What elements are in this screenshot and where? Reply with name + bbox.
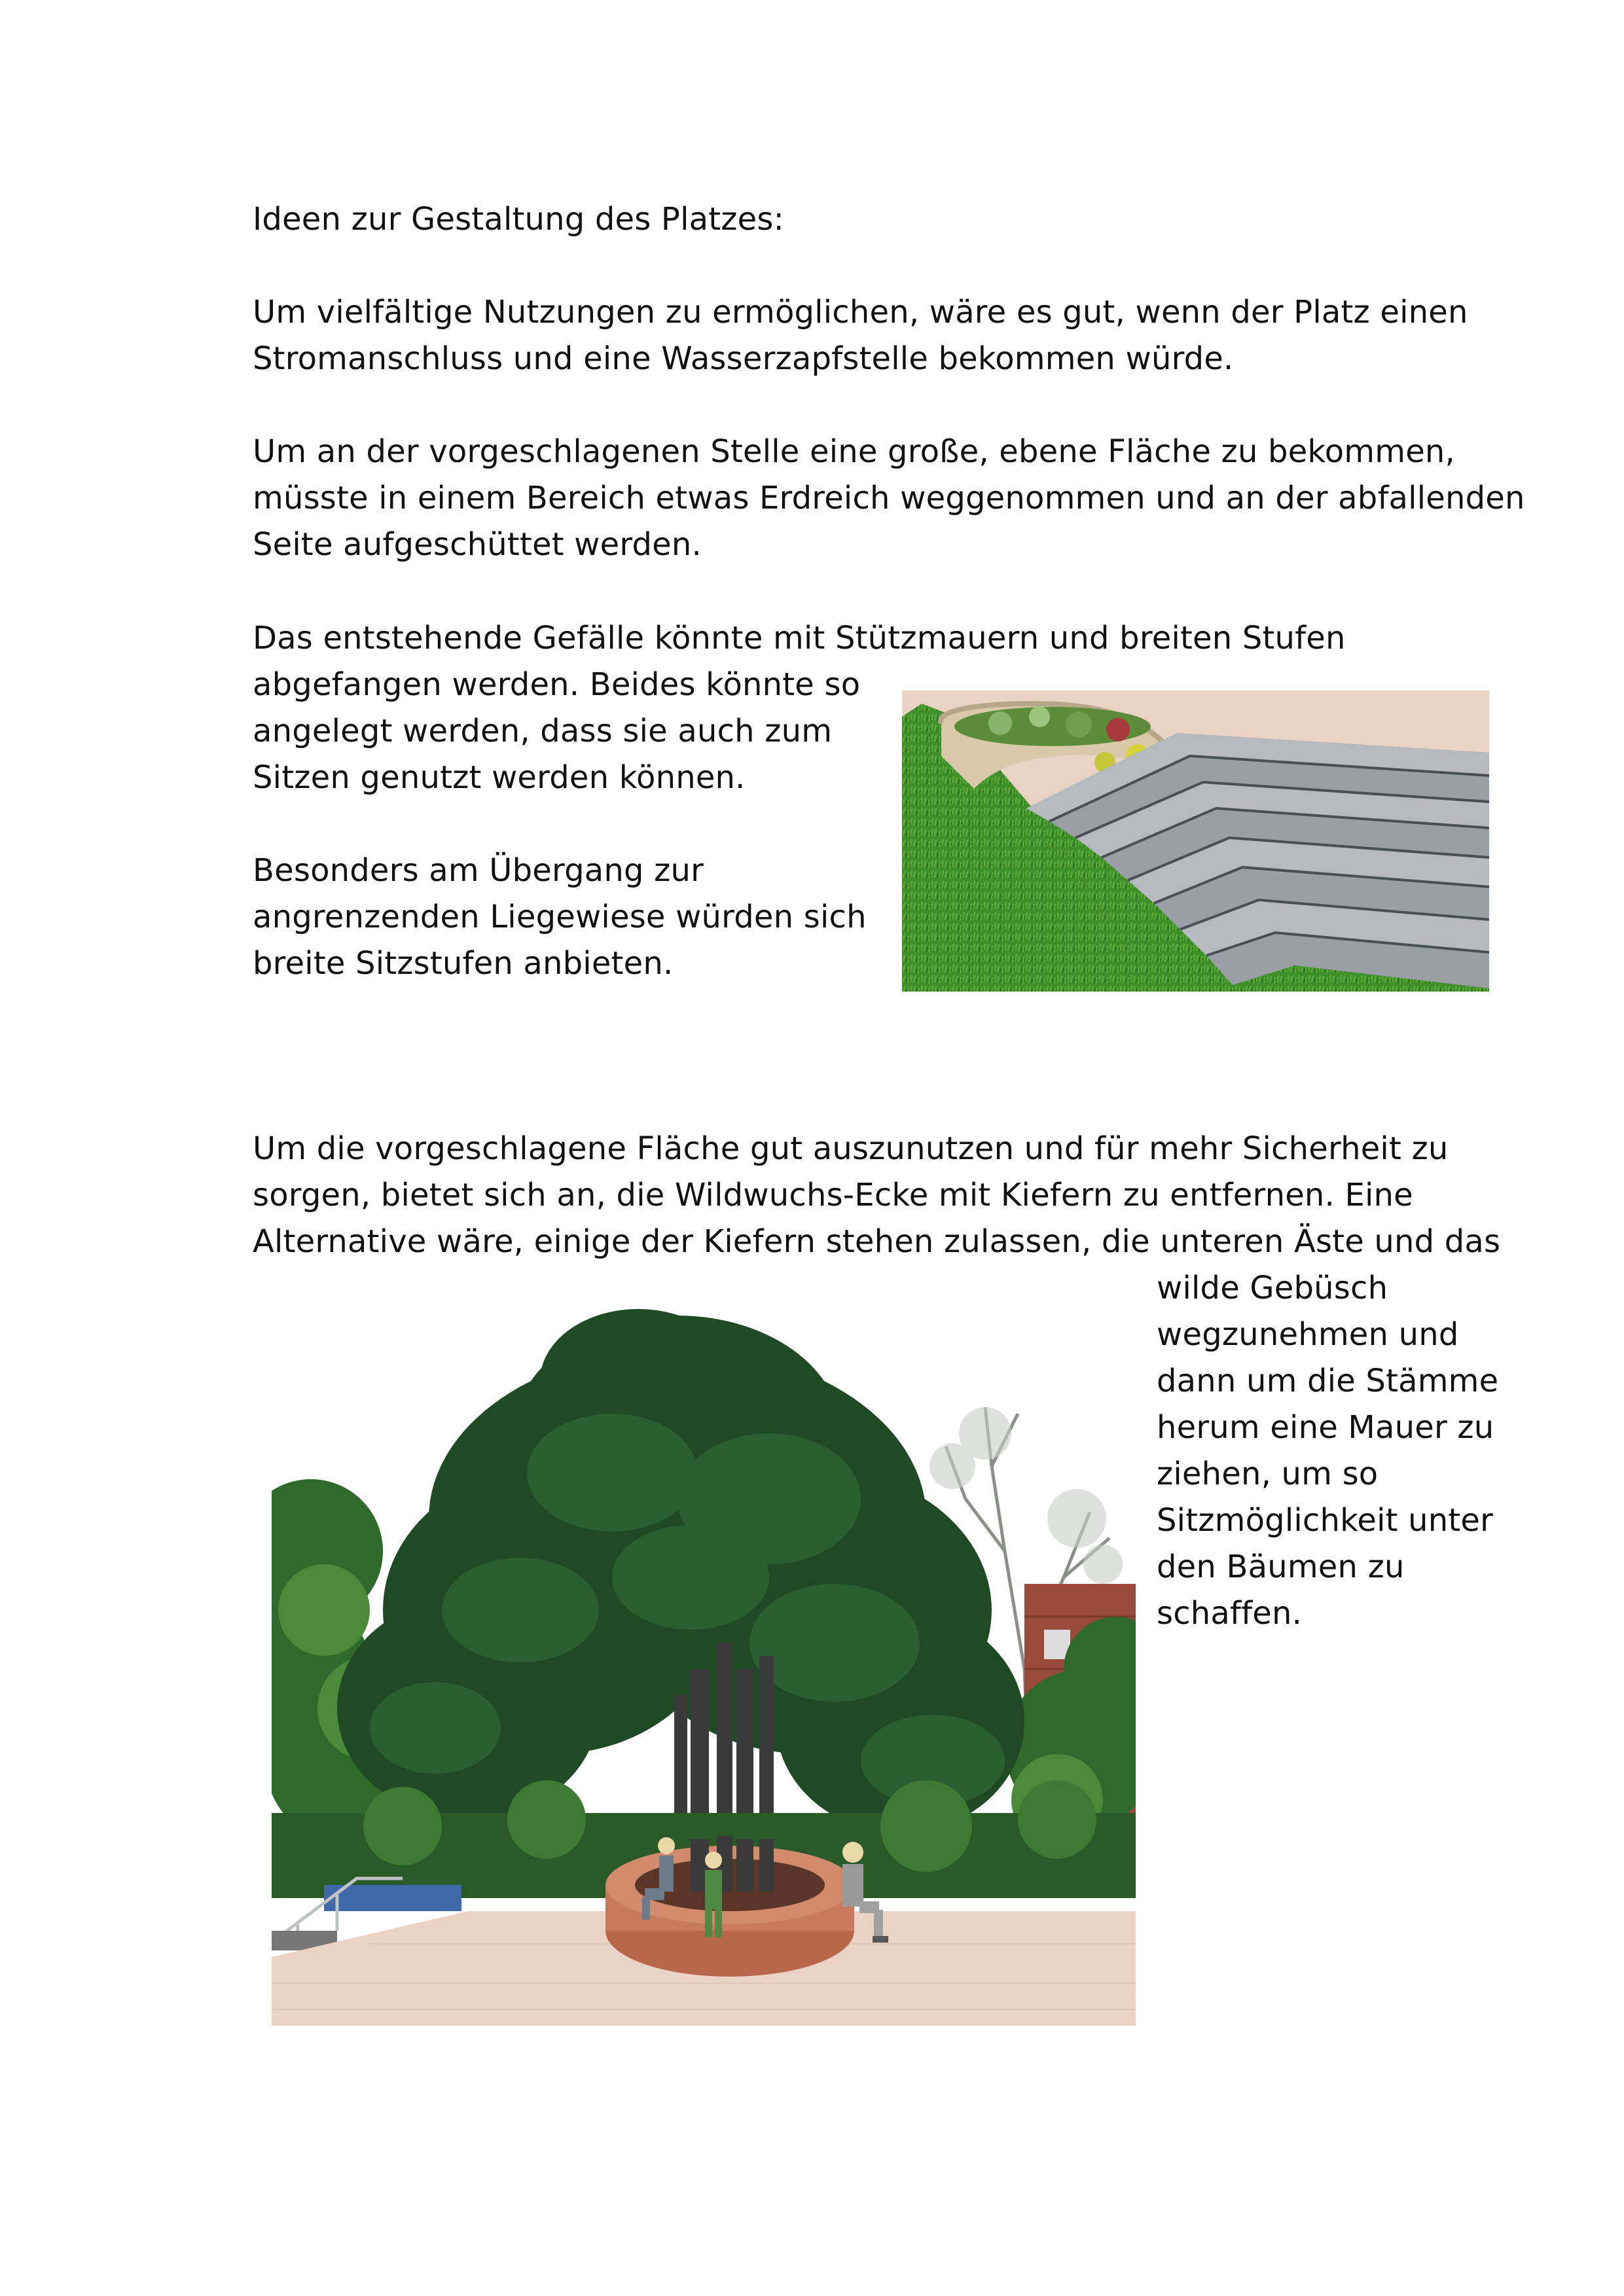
side-text-line-4: herum eine Mauer zu: [1157, 1409, 1494, 1446]
paragraph-3-line-2: abgefangen werden. Beides könnte so: [253, 666, 861, 703]
side-text-line-6: Sitzmöglichkeit unter: [1157, 1502, 1494, 1539]
side-text-line-7: den Bäumen zu: [1157, 1549, 1405, 1585]
paragraph-4-line-2: angrenzenden Liegewiese würden sich: [253, 899, 867, 935]
paragraph-5-line-1: Um die vorgeschlagene Fläche gut auszunutzen und für mehr Sicherheit zu: [253, 1130, 1449, 1167]
paragraph-2-line-1: Um an der vorgeschlagenen Stelle eine große, ebene Fläche zu bekommen,: [253, 433, 1456, 470]
paragraph-2-line-2: müsste in einem Bereich etwas Erdreich weggenommen und an der abfallenden: [253, 480, 1525, 516]
page-heading: Ideen zur Gestaltung des Platzes:: [253, 201, 784, 238]
paragraph-3-line-4: Sitzen genutzt werden können.: [253, 759, 746, 796]
paragraph-5-line-3: Alternative wäre, einige der Kiefern stehen zulassen, die unteren Äste und das: [253, 1223, 1501, 1260]
side-text-line-3: dann um die Stämme: [1157, 1363, 1499, 1399]
steps-illustration: [902, 691, 1489, 992]
paragraph-3-line-3: angelegt werden, dass sie auch zum: [253, 713, 833, 749]
paragraph-1-line-1: Um vielfältige Nutzungen zu ermöglichen, wäre es gut, wenn der Platz einen: [253, 294, 1468, 331]
side-text-line-5: ziehen, um so: [1157, 1456, 1379, 1492]
pine-tree-illustration: [272, 1302, 1136, 2026]
paragraph-3-line-1: Das entstehende Gefälle könnte mit Stützmauern und breiten Stufen: [253, 620, 1346, 656]
paragraph-4-line-1: Besonders am Übergang zur: [253, 852, 704, 889]
paragraph-5-line-2: sorgen, bietet sich an, die Wildwuchs-Ecke mit Kiefern zu entfernen. Eine: [253, 1177, 1413, 1213]
side-text-line-8: schaffen.: [1157, 1595, 1303, 1632]
paragraph-2-line-3: Seite aufgeschüttet werden.: [253, 526, 702, 563]
paragraph-1-line-2: Stromanschluss und eine Wasserzapfstelle bekommen würde.: [253, 340, 1234, 377]
side-text-line-1: wilde Gebüsch: [1157, 1270, 1388, 1306]
paragraph-4-line-3: breite Sitzstufen anbieten.: [253, 945, 674, 982]
side-text-line-2: wegzunehmen und: [1157, 1316, 1459, 1353]
